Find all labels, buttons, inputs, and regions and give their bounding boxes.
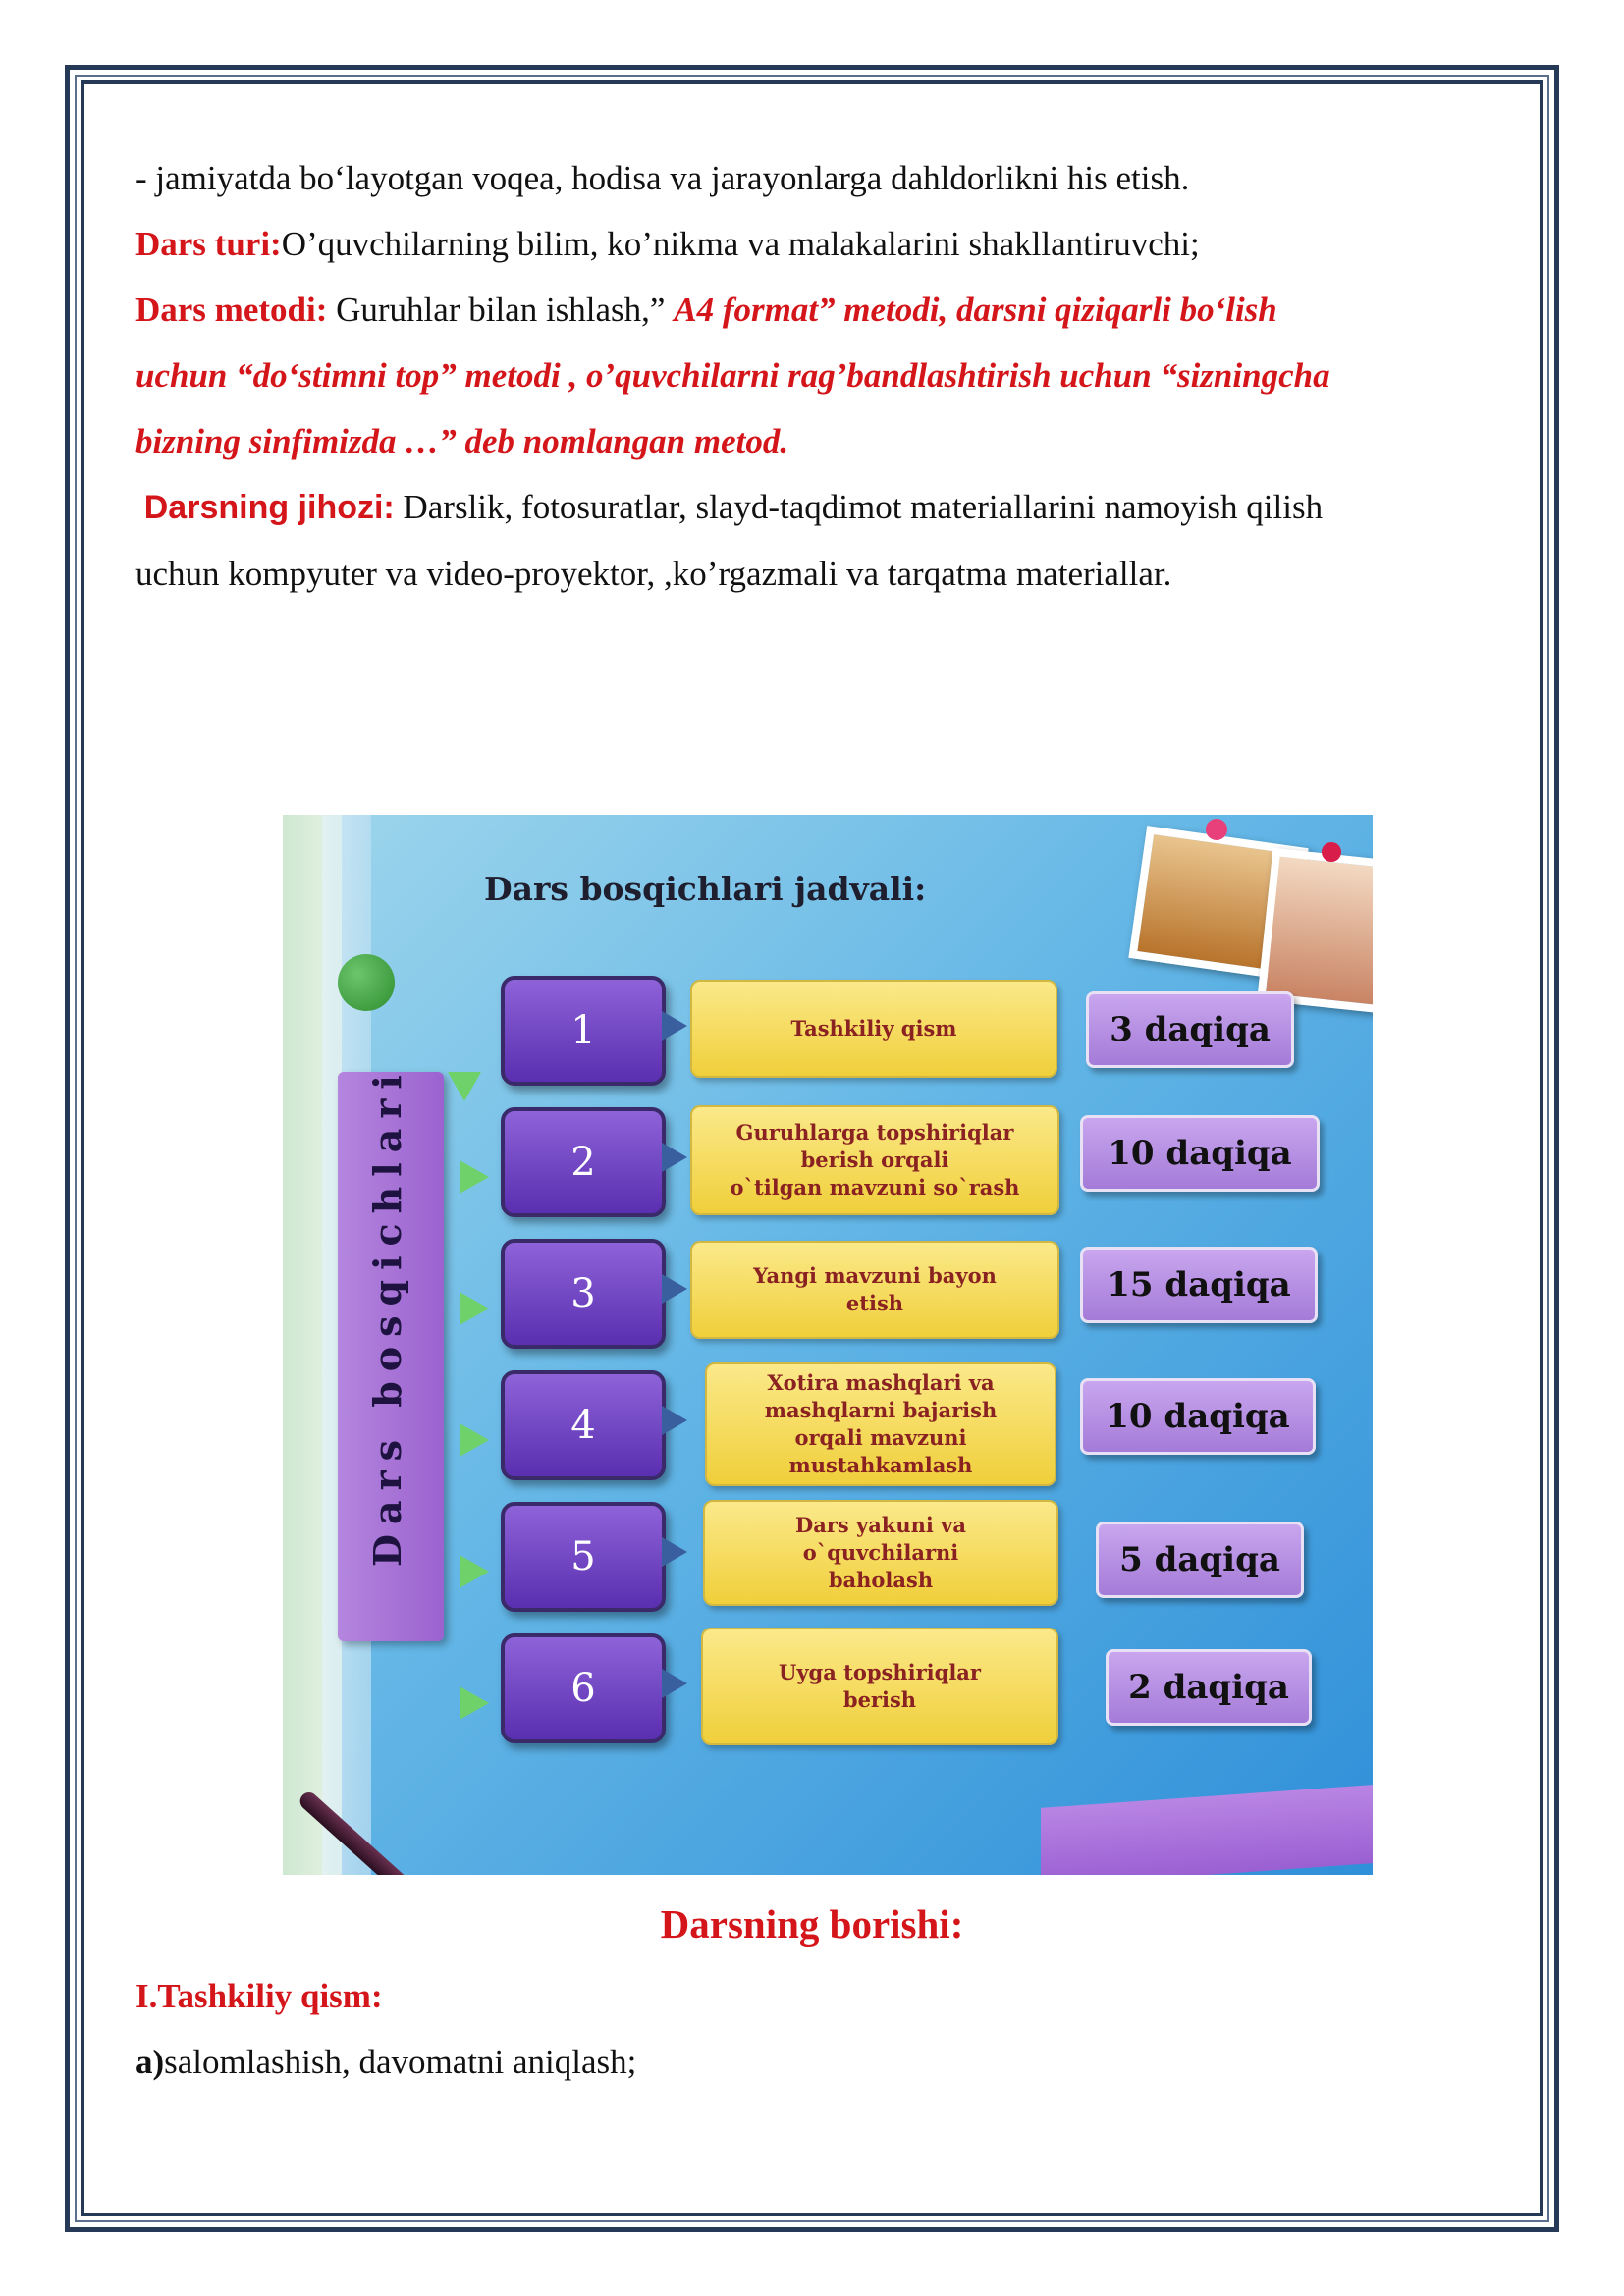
stage-duration: 10 daqiqa [1080,1378,1316,1455]
stage-number: 4 [501,1370,666,1480]
dars-turi-text: O’quvchilarning bilim, ko’nikma va malakalarini shakllantiruvchi; [281,225,1200,263]
tashkiliy-qism-heading: I.Tashkiliy qism: [135,1977,383,2015]
stage-duration: 5 daqiqa [1096,1522,1304,1598]
dars-turi-label: Dars turi: [135,225,282,263]
stage-duration: 15 daqiqa [1080,1247,1318,1323]
green-dot-icon [338,954,395,1011]
intro-line: - jamiyatda bo‘layotgan voqea, hodisa va jarayonlarga dahldorlikni his etish. [135,159,1190,197]
stage-description: Guruhlarga topshiriqlar berish orqali o`tilgan mavzuni so`rash [690,1105,1059,1215]
dars-metodi-emphasis-2: uchun “do‘stimni top” metodi , o’quvchilarni rag’bandlashtirish uchun “sizningcha [135,356,1330,395]
item-a-text: salomlashish, davomatni aniqlash; [164,2043,637,2081]
green-arrow-icon [460,1423,489,1457]
pushpin-icon [1322,842,1341,862]
item-a-marker: a) [135,2043,165,2081]
stage-duration: 3 daqiqa [1086,991,1294,1068]
side-label-text: Dars bosqichlari [365,1065,409,1567]
dars-metodi-plain: Guruhlar bilan ishlash,” [327,291,675,329]
jihozi-line [135,474,1490,541]
dars-metodi-line [135,277,1490,343]
dars-metodi-emphasis-3: bizning sinfimizda …” deb nomlangan metod. [135,422,789,460]
stage-number: 2 [501,1107,666,1217]
stage-number: 3 [501,1239,666,1349]
dars-metodi-label: Dars metodi: [135,291,328,329]
row-arrow-icon [662,1143,687,1172]
stage-duration: 2 daqiqa [1106,1649,1312,1726]
decorative-purple-block [1041,1785,1373,1875]
green-arrow-icon [460,1160,489,1194]
row-arrow-icon [662,1406,687,1435]
intro-text-block [135,145,1490,607]
green-arrow-icon [460,1686,489,1720]
green-arrow-icon [448,1072,481,1101]
row-arrow-icon [662,1011,687,1041]
item-a-line [135,2029,1490,2095]
row-arrow-icon [662,1274,687,1304]
row-arrow-icon [662,1537,687,1567]
green-arrow-icon [460,1292,489,1325]
stage-duration: 10 daqiqa [1080,1115,1320,1192]
row-arrow-icon [662,1669,687,1698]
stage-number: 6 [501,1633,666,1743]
classroom-photo-2 [1257,848,1373,1013]
dars-metodi-emphasis-1: A4 format” metodi, darsni qiziqarli bo‘lish [674,291,1277,329]
stage-description: Dars yakuni va o`quvchilarni baholash [703,1500,1058,1606]
stage-description: Yangi mavzuni bayon etish [690,1241,1059,1339]
dars-turi-line [135,211,1490,277]
lesson-progress-block [135,1963,1490,2095]
stage-description: Uyga topshiriqlar berish [701,1628,1058,1745]
stage-description: Xotira mashqlari va mashqlarni bajarish orqali mavzuni mustahkamlash [705,1362,1056,1486]
pushpin-icon [1206,819,1227,840]
stage-number: 5 [501,1502,666,1612]
green-arrow-icon [460,1555,489,1588]
jihozi-label: Darsning jihozi: [143,489,395,526]
jihozi-text-1: Darslik, fotosuratlar, slayd-taqdimot materiallarini namoyish qilish [394,488,1324,526]
slide-title: Dars bosqichlari jadvali: [484,870,927,908]
stage-number: 1 [501,976,666,1086]
stage-description: Tashkiliy qism [690,980,1057,1078]
lesson-stages-slide [283,815,1373,1875]
jihozi-text-2: uchun kompyuter va video-proyektor, ,ko’rgazmali va tarqatma materiallar. [135,555,1172,593]
darsning-borishi-heading: Darsning borishi: [660,1901,964,1947]
